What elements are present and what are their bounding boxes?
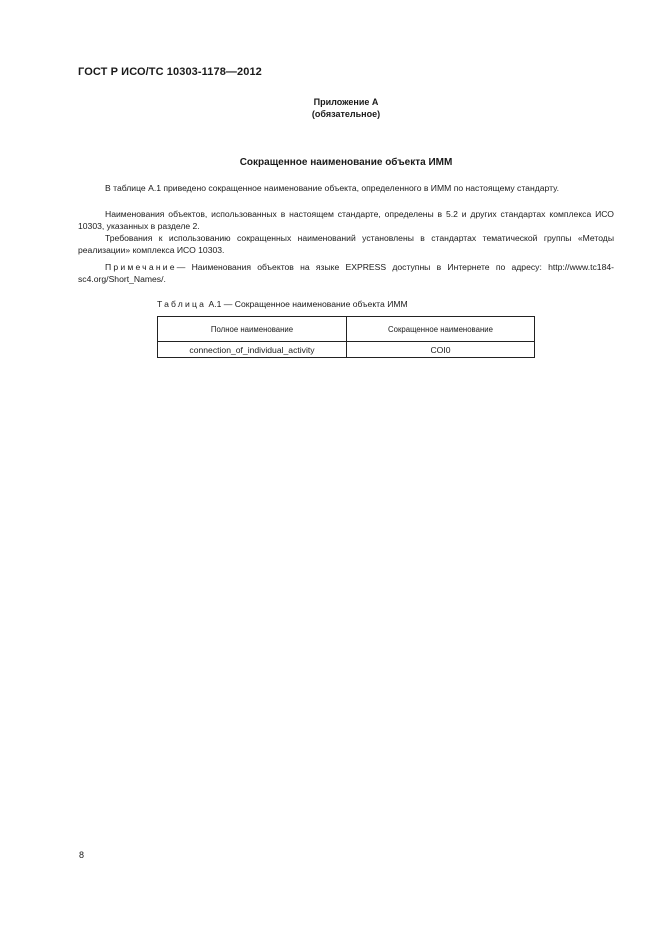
paragraph-3 <box>78 232 614 256</box>
table-caption-label: Таблица <box>157 299 207 309</box>
page-number: 8 <box>79 850 85 860</box>
appendix-title: Приложение А <box>313 97 379 107</box>
header-short-name: Сокращенное наименование <box>347 317 535 342</box>
appendix-heading <box>0 96 661 120</box>
short-names-table <box>157 316 535 358</box>
document-header: ГОСТ Р ИСО/ТС 10303-1178—2012 <box>78 66 262 78</box>
section-title: Сокращенное наименование объекта ИММ <box>239 157 453 168</box>
table-caption <box>157 299 408 309</box>
note-text: — Наименования объектов на языке EXPRESS доступны в Интернете по адресу: http://www.tc184-sc4.org/Short_Names/. <box>78 262 614 284</box>
table-caption-text: А.1 — Сокращенное наименование объекта ИММ <box>208 299 408 309</box>
note-label: Примечание <box>105 262 177 272</box>
header-full-name: Полное наименование <box>158 317 347 342</box>
paragraph-3-text: Требования к использованию сокращенных наименований установлены в стандартах тематической группы «Методы реализации» комплекса ИСО 10303. <box>78 233 614 255</box>
paragraph-1 <box>78 182 614 194</box>
appendix-subtitle: (обязательное) <box>311 109 381 119</box>
paragraph-2 <box>78 208 614 232</box>
cell-short-name: COI0 <box>347 342 535 358</box>
paragraph-2-text: Наименования объектов, использованных в настоящем стандарте, определены в 5.2 и других стандартах комплекса ИСО 10303, указанных в разделе 2. <box>78 209 614 231</box>
table-header-row <box>158 317 535 342</box>
cell-full-name: connection_of_individual_activity <box>158 342 347 358</box>
paragraph-1-text: В таблице А.1 приведено сокращенное наименование объекта, определенного в ИММ по настоящему стандарту. <box>105 183 559 193</box>
table-row <box>158 342 535 358</box>
note <box>78 261 614 285</box>
